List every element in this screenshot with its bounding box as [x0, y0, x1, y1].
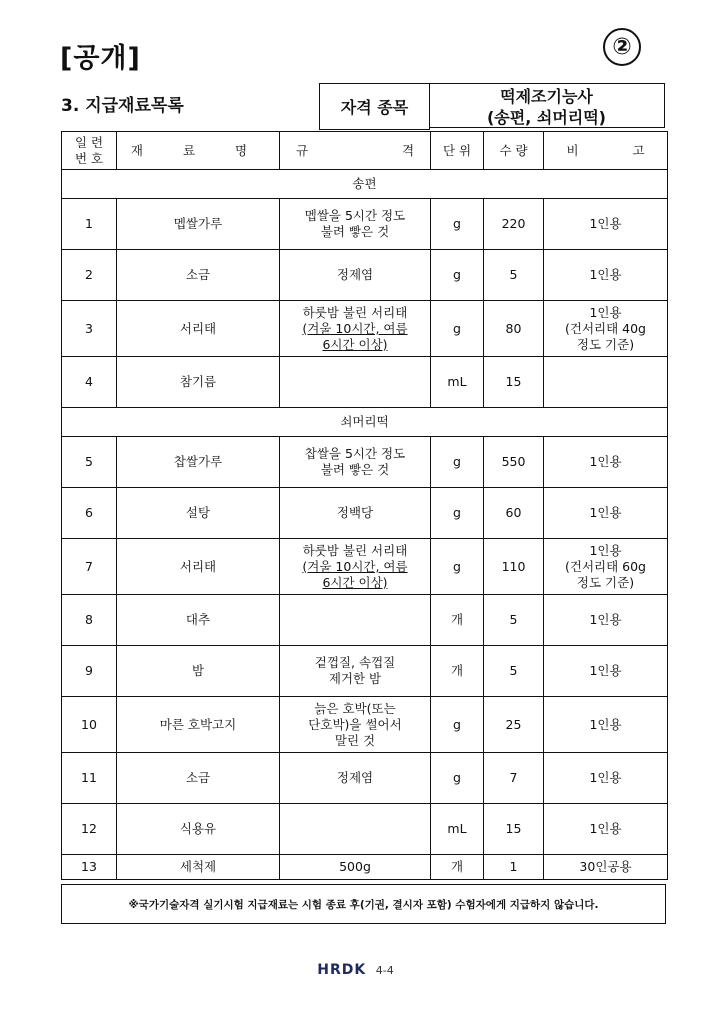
table-row — [62, 697, 668, 753]
cell-note-line: 1인용 — [589, 716, 622, 732]
cell-note-line: (건서리태 40g — [565, 320, 646, 336]
cell-name — [117, 539, 280, 595]
list-header — [61, 83, 666, 130]
cell-no-line: 1 — [85, 216, 93, 231]
cell-note — [544, 437, 668, 488]
qualification-value — [429, 83, 665, 128]
cell-note-line: 1인용 — [589, 821, 622, 836]
cell-qty — [484, 488, 544, 539]
cell-name-line: 밤 — [191, 663, 205, 678]
col-header-name — [117, 132, 280, 170]
cell-name-line: 마른 호박고지 — [159, 716, 237, 732]
table-row — [62, 301, 668, 357]
cell-spec-underlined: (겨울 10시간, 여름 — [302, 558, 408, 574]
cell-name — [117, 855, 280, 880]
cell-name — [117, 437, 280, 488]
cell-no — [62, 595, 117, 646]
cell-no-line: 5 — [85, 454, 93, 469]
cell-qty — [484, 437, 544, 488]
cell-no-line: 3 — [85, 320, 93, 336]
cell-spec-line: 늙은 호박(또는 — [314, 700, 396, 716]
cell-note — [544, 855, 668, 880]
cell-spec — [280, 697, 431, 753]
cell-unit-line: 개 — [450, 859, 464, 874]
cell-no — [62, 488, 117, 539]
cell-note-line: 1인용 — [589, 216, 622, 231]
cell-unit-line: 개 — [450, 663, 464, 678]
cell-qty-line: 5 — [509, 612, 518, 627]
table-row — [62, 855, 668, 880]
col-header-no-line1: 일 련 — [74, 134, 104, 150]
qualification-subjects: (송편, 쇠머리떡) — [486, 108, 606, 127]
col-header-qty: 수 량 — [484, 132, 544, 170]
cell-no — [62, 301, 117, 357]
cell-no-line: 12 — [81, 821, 97, 836]
col-header-unit: 단 위 — [431, 132, 484, 170]
cell-qty-line: 5 — [509, 267, 518, 282]
cell-no — [62, 646, 117, 697]
cell-unit-line: g — [453, 320, 461, 336]
cell-unit — [431, 595, 484, 646]
col-header-note — [544, 132, 668, 170]
cell-name-line: 서리태 — [179, 320, 217, 336]
cell-note — [544, 539, 668, 595]
cell-spec-line: 찹쌀을 5시간 정도 — [304, 446, 406, 461]
cell-spec-line: 불려 빻은 것 — [320, 224, 390, 239]
cell-spec — [280, 539, 431, 595]
cell-no — [62, 357, 117, 408]
cell-note-line: 1인용 — [589, 505, 622, 520]
cell-qty — [484, 855, 544, 880]
cell-unit — [431, 357, 484, 408]
qualification-name: 떡제조기능사 — [500, 87, 593, 106]
cell-spec-line: 겉껍질, 속껍질 — [314, 655, 396, 670]
cell-unit — [431, 437, 484, 488]
cell-name — [117, 804, 280, 855]
cell-unit-line: g — [453, 267, 461, 282]
cell-unit-line: g — [453, 558, 461, 574]
col-header-no-line2: 번 호 — [74, 150, 104, 166]
cell-no-line: 4 — [85, 374, 93, 389]
cell-name — [117, 697, 280, 753]
cell-unit — [431, 539, 484, 595]
cell-no-line: 6 — [85, 505, 93, 520]
cell-note-line: (건서리태 60g — [565, 558, 646, 574]
cell-note — [544, 301, 668, 357]
cell-qty-line: 15 — [505, 821, 522, 836]
cell-qty — [484, 646, 544, 697]
table-row — [62, 595, 668, 646]
cell-unit — [431, 697, 484, 753]
cell-spec-line: 말린 것 — [334, 732, 376, 748]
cell-spec-line — [282, 321, 428, 337]
cell-qty — [484, 301, 544, 357]
cell-note-line: 정도 기준) — [576, 336, 635, 352]
cell-spec-underlined: 6시간 이상) — [322, 336, 388, 352]
cell-no — [62, 697, 117, 753]
cell-no — [62, 804, 117, 855]
cell-unit-line: 개 — [450, 612, 464, 627]
cell-unit-line: g — [453, 454, 461, 469]
table-row — [62, 804, 668, 855]
cell-qty — [484, 357, 544, 408]
cell-qty-line: 1 — [509, 859, 518, 874]
cell-name-line: 서리태 — [179, 558, 217, 574]
cell-qty — [484, 199, 544, 250]
cell-no-line: 9 — [85, 663, 93, 678]
cell-unit-line: mL — [447, 821, 467, 836]
table-row — [62, 250, 668, 301]
cell-name-line: 찹쌀가루 — [173, 454, 223, 469]
cell-note-line: 정도 기준) — [576, 574, 635, 590]
cell-name — [117, 488, 280, 539]
cell-unit-line: g — [453, 216, 461, 231]
page-mark: ② — [603, 28, 641, 66]
col-header-spec — [280, 132, 431, 170]
page-footer — [0, 962, 711, 978]
cell-name-line: 참기름 — [179, 374, 217, 389]
cell-no — [62, 539, 117, 595]
cell-name-line: 세척제 — [179, 859, 217, 874]
cell-unit — [431, 199, 484, 250]
table-header-row — [62, 132, 668, 170]
cell-note — [544, 697, 668, 753]
cell-name-line: 설탕 — [185, 505, 211, 520]
cell-qty-line: 80 — [505, 320, 522, 336]
cell-name-line: 소금 — [185, 770, 211, 785]
table-row — [62, 437, 668, 488]
cell-qty — [484, 804, 544, 855]
cell-no-line: 2 — [85, 267, 93, 282]
cell-unit — [431, 301, 484, 357]
cell-qty — [484, 539, 544, 595]
group-row — [62, 170, 668, 199]
cell-spec — [280, 250, 431, 301]
cell-qty-line: 220 — [501, 216, 526, 231]
cell-no — [62, 250, 117, 301]
cell-spec — [280, 595, 431, 646]
cell-spec-line: 500g — [339, 859, 371, 874]
cell-name — [117, 199, 280, 250]
cell-spec-line — [282, 337, 428, 353]
cell-name — [117, 646, 280, 697]
table-row — [62, 488, 668, 539]
col-header-name-text: 재 료 명 — [130, 142, 266, 158]
cell-name — [117, 301, 280, 357]
cell-note-line: 1인용 — [589, 267, 622, 282]
cell-unit-line: g — [453, 716, 461, 732]
cell-note — [544, 646, 668, 697]
cell-note-line: 1인용 — [589, 542, 622, 558]
table-row — [62, 357, 668, 408]
cell-name — [117, 250, 280, 301]
cell-name-line: 소금 — [185, 267, 211, 282]
cell-note-line: 1인용 — [589, 770, 622, 785]
cell-spec — [280, 855, 431, 880]
group-title: 송편 — [62, 170, 668, 199]
cell-unit-line: g — [453, 505, 461, 520]
cell-no-line: 11 — [81, 770, 97, 785]
cell-spec-line: 멥쌀을 5시간 정도 — [304, 208, 406, 223]
cell-note — [544, 804, 668, 855]
cell-note-line: 1인용 — [589, 454, 622, 469]
cell-unit — [431, 646, 484, 697]
cell-spec-underlined: 6시간 이상) — [322, 574, 388, 590]
cell-no-line: 8 — [85, 612, 93, 627]
cell-spec-line: 단호박)을 썰어서 — [308, 716, 402, 732]
cell-no — [62, 437, 117, 488]
table-row — [62, 753, 668, 804]
cell-note — [544, 250, 668, 301]
materials-table — [61, 131, 668, 880]
cell-spec — [280, 199, 431, 250]
cell-unit — [431, 753, 484, 804]
cell-qty — [484, 595, 544, 646]
cell-no-line: 13 — [81, 859, 97, 874]
cell-spec-line: 제거한 밤 — [328, 671, 382, 686]
cell-spec-line — [282, 575, 428, 591]
cell-note-line: 1인용 — [589, 304, 622, 320]
cell-note-line: 1인용 — [589, 663, 622, 678]
supply-notice: ※국가기술자격 실기시험 지급재료는 시험 종료 후(기권, 결시자 포함) 수험자에게 지급하지 않습니다. — [61, 884, 666, 924]
cell-qty-line: 60 — [505, 505, 522, 520]
cell-spec — [280, 753, 431, 804]
cell-spec-line: 하룻밤 불린 서리태 — [302, 542, 408, 558]
col-header-note-text: 비 고 — [566, 142, 645, 158]
cell-note — [544, 488, 668, 539]
cell-qty — [484, 250, 544, 301]
cell-spec — [280, 357, 431, 408]
col-header-spec-text: 규 격 — [295, 142, 415, 158]
cell-no-line: 7 — [85, 558, 93, 574]
cell-name — [117, 753, 280, 804]
cell-spec — [280, 488, 431, 539]
cell-spec — [280, 646, 431, 697]
cell-spec-line: 정제염 — [336, 267, 374, 282]
cell-unit-line: g — [453, 770, 461, 785]
cell-spec-underlined: (겨울 10시간, 여름 — [302, 320, 408, 336]
cell-qty-line: 25 — [505, 716, 522, 732]
cell-unit — [431, 855, 484, 880]
disclosure-tag: [공개] — [60, 43, 141, 74]
cell-spec-line: 정백당 — [336, 505, 374, 520]
cell-note — [544, 595, 668, 646]
cell-qty — [484, 753, 544, 804]
cell-unit-line: mL — [447, 374, 467, 389]
cell-qty-line: 550 — [501, 454, 526, 469]
cell-qty-line: 5 — [509, 663, 518, 678]
cell-note-line: 30인공용 — [579, 859, 632, 874]
cell-qty-line: 7 — [509, 770, 518, 785]
cell-note-line: 1인용 — [589, 612, 622, 627]
cell-no — [62, 753, 117, 804]
cell-name-line: 식용유 — [179, 821, 217, 836]
table-row — [62, 539, 668, 595]
cell-name-line: 멥쌀가루 — [173, 216, 223, 231]
page-number: 4-4 — [375, 964, 394, 977]
cell-name-line: 대추 — [185, 612, 211, 627]
cell-qty-line: 15 — [505, 374, 522, 389]
cell-name — [117, 595, 280, 646]
cell-note — [544, 357, 668, 408]
cell-no-line: 10 — [81, 716, 97, 732]
cell-unit — [431, 250, 484, 301]
cell-spec-line: 불려 빻은 것 — [320, 462, 390, 477]
group-title: 쇠머리떡 — [62, 408, 668, 437]
cell-name — [117, 357, 280, 408]
cell-spec-line — [282, 559, 428, 575]
qualification-label: 자격 종목 — [319, 83, 430, 130]
cell-note — [544, 199, 668, 250]
col-header-no — [62, 132, 117, 170]
cell-spec-line: 하룻밤 불린 서리태 — [302, 304, 408, 320]
cell-spec-line: 정제염 — [336, 770, 374, 785]
table-row — [62, 199, 668, 250]
cell-spec — [280, 437, 431, 488]
table-row — [62, 646, 668, 697]
section-title: 3. 지급재료목록 — [61, 96, 184, 116]
cell-note — [544, 753, 668, 804]
cell-unit — [431, 804, 484, 855]
group-row — [62, 408, 668, 437]
cell-qty — [484, 697, 544, 753]
cell-qty-line: 110 — [501, 558, 526, 574]
hrdk-logo: HRDK — [317, 962, 367, 978]
cell-spec — [280, 301, 431, 357]
cell-no — [62, 855, 117, 880]
cell-unit — [431, 488, 484, 539]
cell-no — [62, 199, 117, 250]
cell-spec — [280, 804, 431, 855]
